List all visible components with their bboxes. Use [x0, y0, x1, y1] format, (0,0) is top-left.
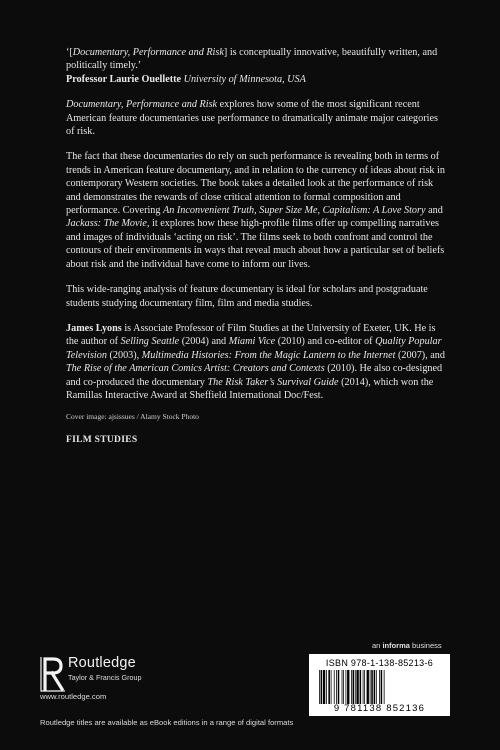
quote-author-affiliation: University of Minnesota, USA	[183, 73, 306, 85]
barcode-bar	[353, 670, 355, 704]
barcode-bar	[355, 670, 356, 704]
barcode-bar	[351, 670, 352, 704]
bio-book-4: Multimedia Histories: From the Magic Lantern to the Internet	[141, 349, 396, 361]
quote-open: ‘[	[66, 47, 73, 58]
barcode-bar	[360, 670, 362, 704]
barcode-bar	[374, 670, 376, 704]
cover-image-credit: Cover image: ajsissues / Alamy Stock Photo	[66, 412, 199, 422]
para2-film-last: Jackass: The Movie	[66, 218, 147, 230]
ebook-availability-note: Routledge titles are available as eBook editions in a range of digital formats	[40, 718, 294, 727]
barcode-bar	[334, 670, 335, 704]
barcode-graphic	[319, 670, 441, 704]
barcode-bar	[367, 670, 369, 704]
barcode-bar	[336, 670, 337, 704]
quote-author-name: Professor Laurie Ouellette	[66, 73, 182, 85]
para2-films: An Inconvenient Truth, Super Size Me, Capitalism: A Love Story	[163, 205, 426, 217]
routledge-logo-icon	[38, 655, 68, 693]
bio-text-1: is Associate Professor of Film Studies at the University of Exeter, UK. He is the author of	[66, 322, 436, 348]
barcode-bar	[326, 670, 327, 704]
para2-text-1: The fact that these documentaries do rely on such performance is revealing both in terms of trends in American feature documentary, and in relation to the currency of ideas about risk in contemporary Western societies. The book takes a detailed look at the performance of risk and demonstrates the rewards of close critical attention to formal composition and performance. Covering	[66, 151, 445, 217]
subject-category: FILM STUDIES	[66, 435, 138, 446]
bio-text-6: (2010). He also co-designed and co-produced the documentary	[66, 363, 443, 388]
barcode-bar	[363, 670, 364, 704]
para2-and: and	[425, 205, 443, 217]
back-cover-blurb	[66, 46, 446, 460]
barcode-bar	[379, 670, 380, 704]
barcode-bar	[342, 670, 343, 704]
barcode-bar	[347, 670, 349, 704]
author-name: James Lyons	[66, 322, 122, 334]
quote-author	[66, 74, 306, 85]
author-bio	[66, 322, 446, 402]
informa-brand: informa	[382, 641, 410, 650]
quote-text: ] is conceptually innovative, beautifully written, and politically timely.’	[66, 47, 438, 72]
informa-business-tag	[372, 641, 442, 650]
bio-book-2: Miami Vice	[228, 336, 276, 348]
bio-book-5: The Rise of the American Comics Artist: Creators and Contexts	[66, 363, 325, 375]
barcode-bar	[338, 670, 340, 704]
bio-text-5: (2007), and	[395, 349, 445, 361]
barcode-bar	[321, 670, 323, 704]
barcode-bar	[381, 670, 383, 704]
description-paragraph-1	[66, 98, 446, 138]
barcode-bar	[328, 670, 330, 704]
informa-prefix: an	[372, 641, 383, 650]
para1-text: explores how some of the most significant recent American feature documentaries use performance to dramatically animate major categories of risk.	[66, 99, 438, 138]
bio-book-1: Selling Seattle	[120, 336, 180, 348]
bio-book-3: Quality Popular Television	[66, 336, 442, 361]
description-paragraph-3: This wide-ranging analysis of feature documentary is ideal for scholars and postgraduate students studying documentary film, film and media studies.	[66, 284, 428, 309]
quote-book-title: Documentary, Performance and Risk	[72, 47, 224, 58]
bio-text-2: (2004) and	[179, 336, 229, 348]
bio-text-7: (2014), which won the Ramillas Interactive Award at Sheffield International Doc/Fest.	[66, 376, 434, 401]
bio-text-4: (2003),	[106, 349, 142, 361]
bio-film: The Risk Taker’s Survival Guide	[207, 376, 339, 388]
bio-text-3: (2010) and co-editor of	[275, 336, 376, 348]
barcode-digits: 9 781138 852136	[333, 703, 426, 714]
informa-suffix: business	[409, 641, 442, 650]
barcode-bar	[323, 670, 325, 704]
barcode-bar	[319, 670, 320, 704]
barcode-bar	[371, 670, 373, 704]
barcode-bar	[364, 670, 365, 704]
para1-book-title: Documentary, Performance and Risk	[66, 99, 218, 111]
para2-text-2: , it explores how these high-profile films offer up compelling narratives and images of individuals ‘acting on risk’. The films seek to both confront and control the contours of their environments in ways that reveal much about how a particular set of beliefs about risk and the individual have come to inform our lives.	[66, 218, 445, 270]
barcode-bar	[346, 670, 347, 704]
barcode-bar	[356, 670, 358, 704]
publisher-url[interactable]: www.routledge.com	[40, 692, 107, 701]
isbn-number: ISBN 978-1-138-85213-6	[325, 658, 434, 668]
publisher-group: Taylor & Francis Group	[68, 673, 142, 682]
isbn-barcode	[309, 654, 450, 716]
barcode-bar	[370, 670, 371, 704]
barcode-bar	[376, 670, 377, 704]
barcode-bar	[384, 670, 385, 704]
barcode-bar	[331, 670, 332, 704]
description-paragraph-2	[66, 150, 446, 271]
barcode-bar	[343, 670, 344, 704]
publisher-name: Routledge	[68, 655, 136, 671]
endorsement-quote	[66, 46, 446, 86]
